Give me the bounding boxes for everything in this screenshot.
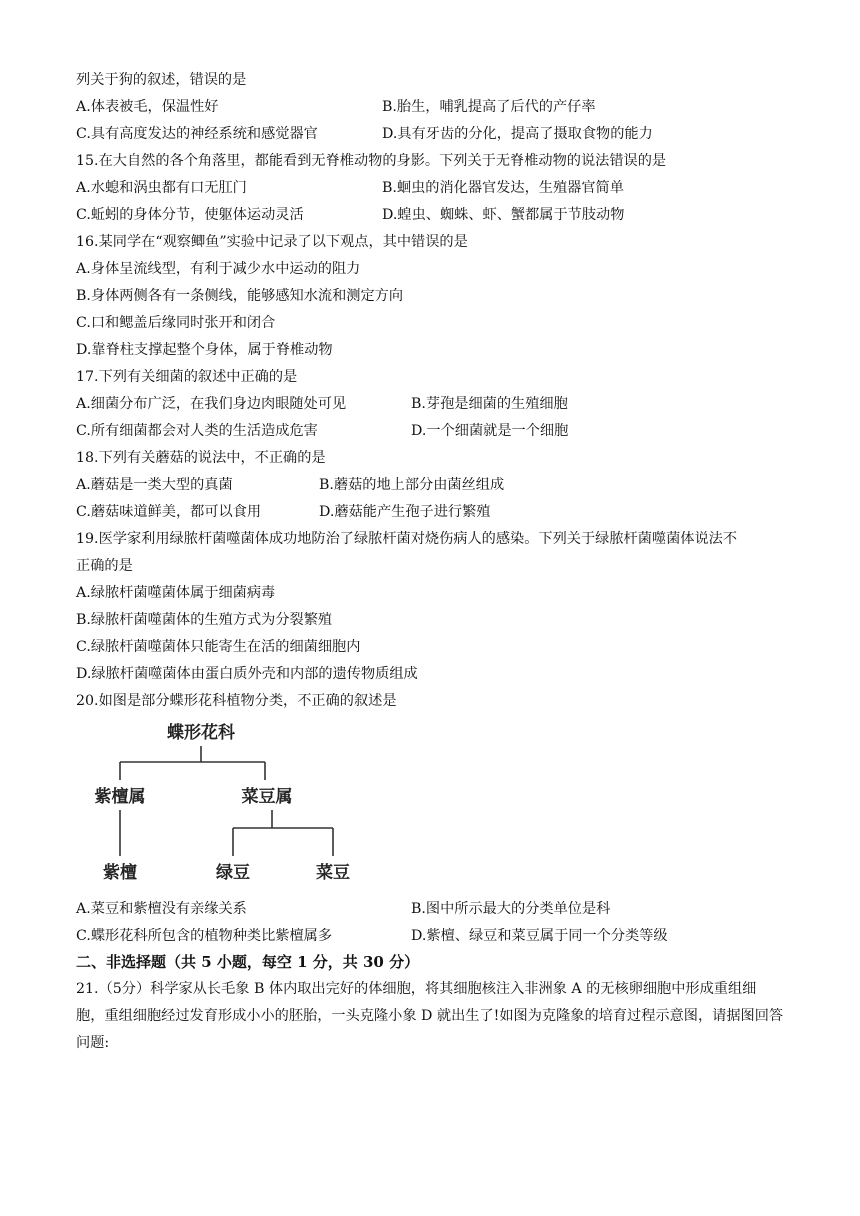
q17-option-d: D.一个细菌就是一个细胞 [411, 423, 569, 439]
q17-option-c: C.所有细菌都会对人类的生活造成危害 [76, 423, 318, 439]
q15-option-d: D.蝗虫、蜘蛛、虾、蟹都属于节肢动物 [382, 207, 625, 223]
diagram-family-label: 蝶形花科 [167, 723, 235, 743]
q16-option-b: B.身体两侧各有一条侧线，能够感知水流和测定方向 [76, 288, 404, 304]
q19-stem-line2: 正确的是 [76, 558, 133, 574]
q19-option-d: D.绿脓杆菌噬菌体由蛋白质外壳和内部的遗传物质组成 [76, 666, 418, 682]
q17-stem: 17.下列有关细菌的叙述中正确的是 [76, 369, 298, 385]
q17-option-a: A.细菌分布广泛，在我们身边肉眼随处可见 [76, 396, 347, 412]
q20-option-b: B.图中所示最大的分类单位是科 [411, 901, 611, 917]
q15-option-a: A.水螅和涡虫都有口无肛门 [76, 180, 247, 196]
q20-stem: 20.如图是部分蝶形花科植物分类，不正确的叙述是 [76, 693, 397, 709]
q20-option-d: D.紫檀、绿豆和菜豆属于同一个分类等级 [411, 928, 668, 944]
q15-option-c: C.蚯蚓的身体分节，使躯体运动灵活 [76, 207, 304, 223]
diagram-species-label: 紫檀 [103, 863, 137, 883]
q18-option-b: B.蘑菇的地上部分由菌丝组成 [319, 477, 505, 493]
q19-stem-line1: 19.医学家利用绿脓杆菌噬菌体成功地防治了绿脓杆菌对烧伤病人的感染。下列关于绿脓杆菌噬菌体说法不 [76, 531, 738, 547]
q18-option-c: C.蘑菇味道鲜美，都可以食用 [76, 504, 262, 520]
q20-option-c: C.蝶形花科所包含的植物种类比紫檀属多 [76, 928, 333, 944]
q14-stem: 列关于狗的叙述，错误的是 [76, 72, 247, 88]
q16-option-a: A.身体呈流线型，有利于减少水中运动的阻力 [76, 261, 361, 277]
q19-option-b: B.绿脓杆菌噬菌体的生殖方式为分裂繁殖 [76, 612, 333, 628]
q19-option-a: A.绿脓杆菌噬菌体属于细菌病毒 [76, 585, 276, 601]
q16-stem: 16.某同学在“观察鲫鱼”实验中记录了以下观点，其中错误的是 [76, 234, 468, 250]
q20-option-a: A.菜豆和紫檀没有亲缘关系 [76, 901, 247, 917]
q14-option-d: D.具有牙齿的分化，提高了摄取食物的能力 [382, 126, 653, 142]
q18-option-a: A.蘑菇是一类大型的真菌 [76, 477, 233, 493]
section-heading: 二、非选择题（共 5 小题，每空 1 分，共 30 分） [76, 953, 420, 971]
q15-option-b: B.蛔虫的消化器官发达，生殖器官简单 [382, 180, 624, 196]
diagram-genus-label: 菜豆属 [241, 787, 293, 807]
q17-option-b: B.芽孢是细菌的生殖细胞 [411, 396, 568, 412]
q15-stem: 15.在大自然的各个角落里，都能看到无脊椎动物的身影。下列关于无脊椎动物的说法错误的是 [76, 153, 667, 169]
q14-option-a: A.体表被毛，保温性好 [76, 99, 219, 115]
diagram-genus-label: 紫檀属 [94, 787, 146, 807]
q14-option-c: C.具有高度发达的神经系统和感觉器官 [76, 126, 318, 142]
q19-option-c: C.绿脓杆菌噬菌体只能寄生在活的细菌细胞内 [76, 639, 361, 655]
diagram-species-label: 菜豆 [316, 863, 350, 883]
q18-option-d: D.蘑菇能产生孢子进行繁殖 [319, 504, 491, 520]
q18-stem: 18.下列有关蘑菇的说法中，不正确的是 [76, 450, 326, 466]
diagram-species-label: 绿豆 [216, 863, 250, 883]
q16-option-d: D.靠脊柱支撑起整个身体，属于脊椎动物 [76, 342, 333, 358]
q16-option-c: C.口和鳃盖后缘同时张开和闭合 [76, 315, 276, 331]
classification-tree-diagram [80, 712, 380, 892]
q14-option-b: B.胎生，哺乳提高了后代的产仔率 [382, 99, 596, 115]
q21-text: 21.（5分）科学家从长毛象 B 体内取出完好的体细胞，将其细胞核注入非洲象 A 的无核卵细胞中形成重组细胞，重组细胞经过发育形成小小的胚胎，一头克隆小象 D 就出生了!如图为克隆象的培育过程示意图，请据图回答问题: [76, 981, 784, 1051]
